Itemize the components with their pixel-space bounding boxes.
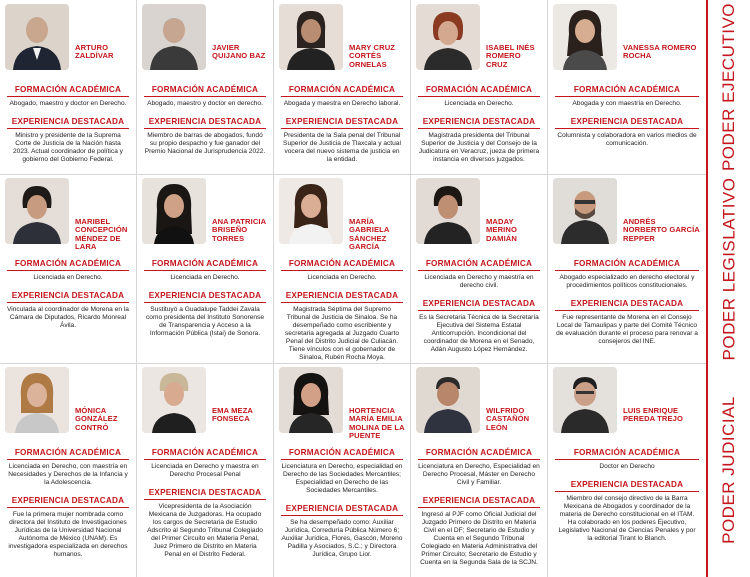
portrait-photo (279, 367, 343, 433)
person-name: ANDRÉS NORBERTO GARCÍA REPPER (623, 217, 700, 243)
experiencia-heading: EXPERIENCIA DESTACADA (281, 288, 403, 303)
experiencia-text: Vinculada al coordinador de Morena en la Cámara de Diputados, Ricardo Monreal Ávila. (7, 306, 129, 329)
person-card (411, 174, 548, 363)
person-name: ISABEL INÉS ROMERO CRUZ (486, 43, 535, 69)
experiencia-text: Miembro del consejo directivo de la Barra Mexicana de Abogados y coordinador de la materia de Derecho constitucional en el ITAM. Ha colaborado en los poderes Ejecutivo, Legislativo Nacional de Ciencias Penales y por la editorial Tirant lo Blanch. (558, 495, 696, 542)
formacion-text: Licenciada en Derecho y maestría en derecho civil. (424, 274, 534, 289)
person-card (0, 174, 137, 363)
portrait-photo (142, 367, 206, 433)
formacion-text: Licenciada en Derecho y maestra en Derecho Procesal Penal (151, 463, 259, 478)
portrait-photo (416, 178, 480, 244)
person-name: ARTURO ZALDÍVAR (75, 43, 114, 61)
experiencia-heading: EXPERIENCIA DESTACADA (418, 296, 540, 311)
person-name: JAVIER QUIJANO BAZ (212, 43, 266, 61)
experiencia-heading: EXPERIENCIA DESTACADA (144, 114, 266, 129)
row-poder-legislativo (0, 174, 706, 363)
person-name: HORTENCIA MARÍA EMILIA MOLINA DE LA PUENTE (349, 406, 405, 441)
side-label-ejecutivo (706, 0, 750, 174)
experiencia-text: Columnista y colaboradora en varios medios de comunicación. (557, 132, 697, 147)
portrait-photo (5, 178, 69, 244)
experiencia-text: Vicepresidenta de la Asociación Mexicana de Juzgadoras. Ha ocupado los cargos de Secretaria de Estudio Adscrito al Segundo Tribunal Colegiado del Primer Circuito en Materia Penal, Juez Primero de Distrito en Materia Penal en el Distrito Federal. (147, 503, 263, 558)
person-name: LUIS ENRIQUE PEREDA TREJO (623, 406, 683, 424)
formacion-text: Abogada y con maestría en Derecho. (572, 100, 682, 107)
formacion-text: Abogado especializado en derecho electoral y procedimientos políticos constitucionales. (559, 274, 695, 289)
experiencia-heading: EXPERIENCIA DESTACADA (555, 114, 699, 129)
formacion-heading: FORMACIÓN ACADÉMICA (555, 256, 699, 271)
portrait-photo (142, 178, 206, 244)
formacion-text: Licenciada en Derecho, con maestría en Necesidades y Derechos de la Infancia y la Adolescencia. (8, 463, 128, 486)
experiencia-text: Magistrada presidenta del Tribunal Superior de Justicia y del Consejo de la Judicatura en Veracruz, jueza de primera instancia en diversos juzgados. (418, 132, 540, 163)
experiencia-text: Ingresó al PJF como Oficial Judicial del Juzgado Primero de Distrito en Materia Civil en el DF; Secretario de Estudio y Cuenta en el Segundo Tribunal Colegiado en Materia Administrativa del Primer Circuito; Secretario de Estudio y Cuenta en la Segunda Sala de la SCJN. (420, 511, 538, 566)
formacion-text: Abogado, maestro y doctor en derecho. (147, 100, 263, 107)
formacion-heading: FORMACIÓN ACADÉMICA (144, 445, 266, 460)
person-card (0, 0, 137, 174)
experiencia-heading: EXPERIENCIA DESTACADA (281, 501, 403, 516)
row-divider (0, 363, 706, 364)
formacion-heading: FORMACIÓN ACADÉMICA (7, 256, 129, 271)
portrait-photo (279, 4, 343, 70)
person-card (0, 363, 137, 577)
row-poder-judicial (0, 363, 706, 577)
person-name: WILFRIDO CASTAÑÓN LEÓN (486, 406, 530, 432)
person-name: MARY CRUZ CORTÉS ORNELAS (349, 43, 396, 69)
formacion-text: Licenciada en Derecho. (170, 274, 240, 281)
person-card (411, 363, 548, 577)
person-name: ANA PATRICIA BRISEÑO TORRES (212, 217, 266, 243)
portrait-photo (553, 4, 617, 70)
formacion-text: Licenciada en Derecho. (444, 100, 514, 107)
person-name: VANESSA ROMERO ROCHA (623, 43, 697, 61)
person-name: EMA MEZA FONSECA (212, 406, 253, 424)
formacion-text: Abogada y maestra en Derecho laboral. (283, 100, 401, 107)
experiencia-text: Fue la primera mujer nombrada como directora del Instituto de Investigaciones Jurídicas de la Universidad Nacional Autónoma de México (UNAM). Es investigadora especializada en derechos humanos. (8, 511, 128, 558)
formacion-heading: FORMACIÓN ACADÉMICA (418, 82, 540, 97)
row-divider (0, 174, 706, 175)
person-card (548, 174, 706, 363)
formacion-heading: FORMACIÓN ACADÉMICA (281, 82, 403, 97)
formacion-text: Licenciatura en Derecho, especialidad en Derecho de las Sociedades Mercantiles; Especialidad en Derecho de las Sociedades Mercantiles. (281, 463, 403, 494)
person-card (548, 0, 706, 174)
power-label: PODER JUDICIAL (719, 396, 738, 544)
formacion-heading: FORMACIÓN ACADÉMICA (555, 445, 699, 460)
portrait-photo (416, 4, 480, 70)
experiencia-heading: EXPERIENCIA DESTACADA (7, 493, 129, 508)
person-card (274, 363, 411, 577)
formacion-text: Licenciada en Derecho. (33, 274, 103, 281)
portrait-photo (553, 178, 617, 244)
formacion-text: Abogado, maestro y doctor en Derecho. (9, 100, 127, 107)
experiencia-heading: EXPERIENCIA DESTACADA (281, 114, 403, 129)
person-card (548, 363, 706, 577)
portrait-photo (416, 367, 480, 433)
portrait-photo (142, 4, 206, 70)
person-card (411, 0, 548, 174)
person-card (274, 0, 411, 174)
experiencia-heading: EXPERIENCIA DESTACADA (144, 485, 266, 500)
power-label: PODER LEGISLATIVO (719, 177, 738, 360)
formacion-heading: FORMACIÓN ACADÉMICA (281, 256, 403, 271)
person-name: MARIBEL CONCEPCIÓN MÉNDEZ DE LARA (75, 217, 128, 252)
formacion-text: Licenciada en Derecho. (307, 274, 377, 281)
formacion-heading: FORMACIÓN ACADÉMICA (7, 82, 129, 97)
person-name: MÓNICA GONZÁLEZ CONTRÓ (75, 406, 118, 432)
formacion-text: Licenciatura en Derecho, Especialidad en Derecho Procesal, Máster en Derecho Civil y Familiar. (418, 463, 540, 486)
experiencia-heading: EXPERIENCIA DESTACADA (144, 288, 266, 303)
experiencia-heading: EXPERIENCIA DESTACADA (7, 288, 129, 303)
experiencia-heading: EXPERIENCIA DESTACADA (555, 477, 699, 492)
side-label-legislativo (706, 174, 750, 363)
experiencia-heading: EXPERIENCIA DESTACADA (7, 114, 129, 129)
formacion-text: Doctor en Derecho (599, 463, 655, 470)
experiencia-text: Se ha desempeñado como: Auxiliar Jurídica, Correduría Pública Número 6; Auxiliar Jurídica, Flores, Gascón, Moreno Padilla y Asociados, S.C.; y Directora Jurídica, Grupo Lior. (281, 519, 403, 558)
experiencia-text: Magistrada Séptima del Supremo Tribunal de Justicia de Sinaloa. Se ha desempeñado como escribiente y secretaria agregada al Juzgado Cuarto Penal del Distrito Judicial de Culiacán. Tiene vínculos con el gobernador de Sinaloa, Rubén Rocha Moya. (285, 306, 399, 361)
power-label: PODER EJECUTIVO (719, 2, 738, 172)
experiencia-text: Es la Secretaria Técnica de la Secretaría Ejecutiva del Sistema Estatal Anticorrupción. Incondicional del coordinador de Morena en el Senado, Adán Augusto López Hernández. (419, 314, 539, 353)
row-poder-ejecutivo (0, 0, 706, 174)
portrait-photo (5, 367, 69, 433)
experiencia-text: Miembro de barras de abogados, fundó su propio despacho y fue ganador del Premio Nacional de Jurisprudencia 2022. (144, 132, 266, 155)
experiencia-heading: EXPERIENCIA DESTACADA (418, 493, 540, 508)
portrait-photo (5, 4, 69, 70)
portrait-photo (279, 178, 343, 244)
experiencia-text: Fue representante de Morena en el Consejo Local de Tamaulipas y parte del Comité Técnico de evaluación durante el proceso para renovar a consejeros del INE. (556, 314, 698, 345)
formacion-heading: FORMACIÓN ACADÉMICA (418, 256, 540, 271)
formacion-heading: FORMACIÓN ACADÉMICA (144, 256, 266, 271)
side-label-judicial (706, 363, 750, 577)
experiencia-heading: EXPERIENCIA DESTACADA (418, 114, 540, 129)
formacion-heading: FORMACIÓN ACADÉMICA (281, 445, 403, 460)
formacion-heading: FORMACIÓN ACADÉMICA (555, 82, 699, 97)
formacion-heading: FORMACIÓN ACADÉMICA (144, 82, 266, 97)
person-card (137, 174, 274, 363)
person-card (137, 363, 274, 577)
person-card (137, 0, 274, 174)
experiencia-text: Presidenta de la Sala penal del Tribunal Superior de Justicia de Tlaxcala y actual vocera del nuevo sistema de justicia en la entidad. (283, 132, 401, 163)
experiencia-text: Sustituyó a Guadalupe Taddei Zavala como presidenta del Instituto Sonorense de Transparencia y Acceso a la Información Pública (Istai) de Sonora. (145, 306, 265, 337)
formacion-heading: FORMACIÓN ACADÉMICA (7, 445, 129, 460)
person-name: MARÍA GABRIELA SÁNCHEZ GARCÍA (349, 217, 390, 252)
person-card (274, 174, 411, 363)
experiencia-heading: EXPERIENCIA DESTACADA (555, 296, 699, 311)
portrait-photo (553, 367, 617, 433)
person-name: MADAY MERINO DAMIÁN (486, 217, 517, 243)
experiencia-text: Ministro y presidente de la Suprema Corte de Justicia de la Nación hasta 2023. Actual coordinador de política y gobierno del Gobierno Federal. (13, 132, 123, 163)
formacion-heading: FORMACIÓN ACADÉMICA (418, 445, 540, 460)
